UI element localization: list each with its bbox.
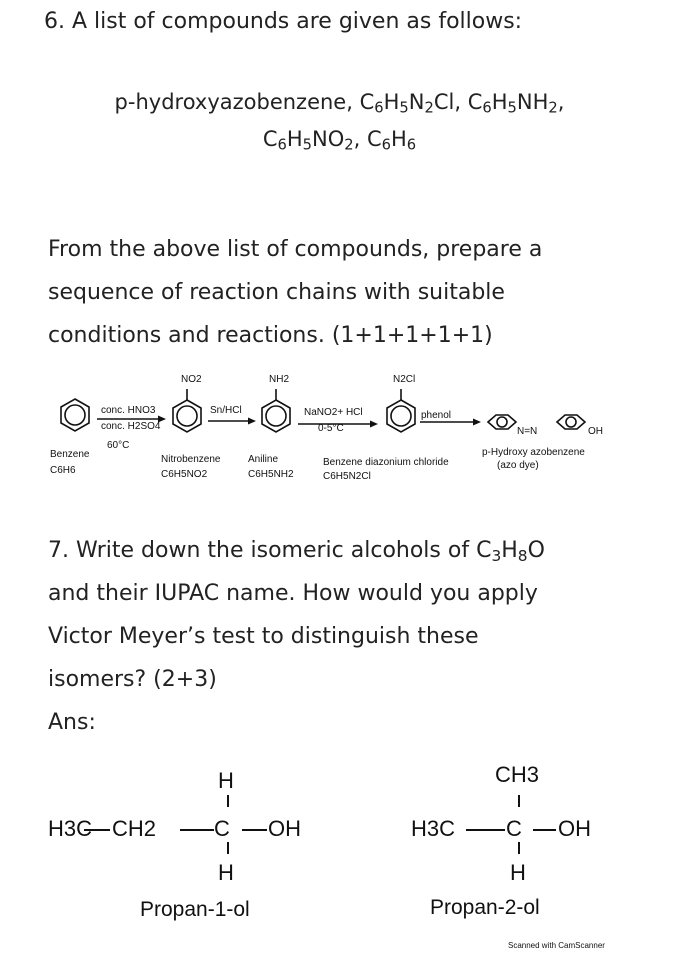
structure-bonds — [0, 760, 679, 930]
azo-dye-subtitle: (azo dye) — [497, 460, 539, 471]
instruction-line: From the above list of compounds, prepare a — [48, 237, 543, 262]
scanner-watermark: Scanned with CamScanner — [508, 941, 605, 950]
reduction-condition: Sn/HCl — [210, 405, 242, 416]
nitration-condition-3: 60°C — [107, 440, 130, 451]
isomer1-bottom-h: H — [218, 860, 234, 885]
diazo-group-label: N2Cl — [393, 374, 416, 385]
azo-dye-name: p-Hydroxy azobenzene — [482, 447, 585, 458]
reaction-scheme — [0, 365, 679, 495]
nitration-condition-1: conc. HNO3 — [101, 405, 156, 416]
aniline-name: Aniline — [248, 454, 279, 465]
isomer-structures — [0, 760, 679, 930]
isomer1-hydroxyl: OH — [268, 816, 301, 841]
instruction-paragraph — [48, 228, 542, 357]
diazonium-formula: C6H5N2Cl — [323, 471, 371, 482]
aniline-ring-icon — [262, 389, 290, 432]
nitro-group-label: NO2 — [181, 374, 202, 385]
isomer1-methylene: CH2 — [112, 816, 157, 841]
benzene-ring-icon — [61, 399, 89, 431]
isomer2-hydroxyl: OH — [558, 816, 591, 841]
isomer1-carbon: C — [214, 816, 230, 841]
isomer1-name: Propan-1-ol — [140, 898, 250, 921]
hydroxyl-group-label: OH — [588, 426, 603, 437]
diazonium-ring-icon — [387, 389, 415, 432]
isomer1-top-h: H — [218, 768, 234, 793]
question-7-line: 7. Write down the isomeric alcohols of $C_3H_8O$ — [48, 538, 545, 565]
diazotization-condition-1: NaNO2+ HCl — [304, 407, 363, 418]
nitrobenzene-name: Nitrobenzene — [161, 454, 221, 465]
isomer2-bottom-h: H — [510, 860, 526, 885]
nitrobenzene-formula: C6H5NO2 — [161, 469, 208, 480]
aniline-formula: C6H5NH2 — [248, 469, 294, 480]
instruction-line: sequence of reaction chains with suitable — [48, 280, 505, 305]
coupling-condition: phenol — [421, 410, 452, 421]
answer-label: Ans: — [48, 710, 96, 735]
azo-bridge-label: N=N — [517, 426, 538, 437]
diazonium-name: Benzene diazonium chloride — [323, 457, 449, 468]
isomer2-left-methyl: H3C — [411, 816, 456, 841]
benzene-formula: C6H6 — [50, 465, 76, 476]
isomer2-carbon: C — [506, 816, 522, 841]
isomer2-name: Propan-2-ol — [430, 896, 540, 919]
diazotization-condition-2: 0-5°C — [318, 423, 344, 434]
azo-ring-left-icon — [488, 415, 516, 429]
nitrobenzene-ring-icon — [173, 389, 201, 432]
nitration-condition-2: conc. H2SO4 — [101, 421, 161, 432]
compound-list-line-1: p-hydroxyazobenzene, $C_6H_5N_2Cl$, $C_6H_5NH_2$, — [114, 90, 565, 117]
instruction-line: conditions and reactions. (1+1+1+1+1) — [48, 323, 493, 348]
compound-list-line-2: $C_6H_5NO_2$, $C_6H_6$ — [262, 127, 417, 154]
question-6-title: 6. A list of compounds are given as follows: — [44, 9, 523, 34]
question-7-line: Victor Meyer’s test to distinguish these — [48, 624, 479, 649]
isomer2-top-methyl: CH3 — [495, 762, 540, 787]
question-7-paragraph — [48, 529, 545, 744]
azo-ring-right-icon — [557, 415, 585, 429]
question-7-line: and their IUPAC name. How would you apply — [48, 581, 538, 606]
question-7-line: isomers? (2+3) — [48, 667, 217, 692]
amine-group-label: NH2 — [269, 374, 290, 385]
isomer1-methyl: H3C — [48, 816, 93, 841]
benzene-name: Benzene — [50, 449, 90, 460]
